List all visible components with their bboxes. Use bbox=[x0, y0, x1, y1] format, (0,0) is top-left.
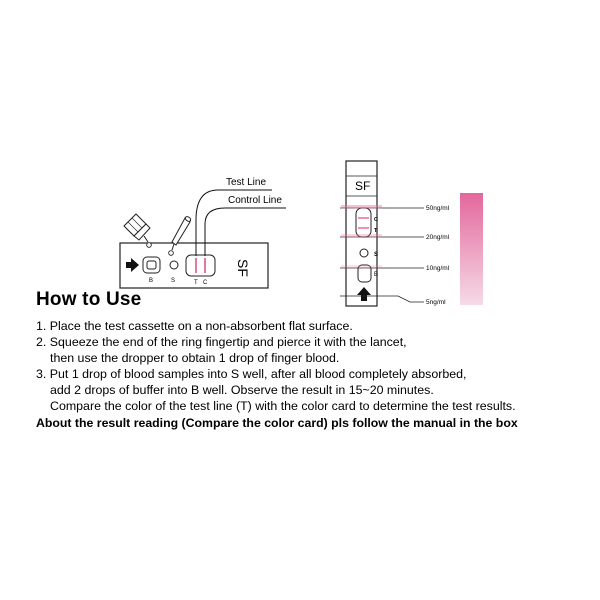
how-to-use-title: How to Use bbox=[36, 289, 142, 310]
strip-c-label: C bbox=[374, 217, 378, 223]
strip-result-window bbox=[356, 208, 371, 237]
level-label-1: 20ng/ml bbox=[426, 234, 450, 241]
buffer-well bbox=[143, 257, 160, 273]
step-3-line-1: 3. Put 1 drop of blood samples into S well, after all blood completely absorbed, bbox=[36, 367, 467, 381]
strip-t-label: T bbox=[374, 228, 378, 234]
level-label-0: 50ng/ml bbox=[426, 205, 450, 212]
color-card bbox=[460, 193, 483, 305]
line-c-label: C bbox=[203, 280, 208, 286]
dropper-bottle-icon bbox=[124, 214, 151, 247]
well-b-label: B bbox=[149, 278, 154, 284]
vertical-strip bbox=[346, 161, 378, 306]
line-t-label: T bbox=[194, 280, 198, 286]
level-label-3: 5ng/ml bbox=[426, 299, 446, 306]
control-line-label: Control Line bbox=[228, 195, 282, 206]
strip-s-label: S bbox=[374, 252, 379, 258]
instruction-steps bbox=[36, 318, 586, 414]
step-3-line-2: add 2 drops of buffer into B well. Observe the result in 15~20 minutes. bbox=[50, 383, 434, 397]
test-line-label: Test Line bbox=[226, 177, 267, 188]
step-3-line-3: Compare the color of the test line (T) with the color card to determine the test results. bbox=[50, 399, 516, 413]
step-2-line-2: then use the dropper to obtain 1 drop of finger blood. bbox=[50, 351, 340, 365]
level-label-2: 10ng/ml bbox=[426, 265, 450, 272]
level-labels bbox=[426, 205, 450, 306]
well-s-label: S bbox=[171, 278, 176, 284]
strip-sample-well bbox=[360, 249, 368, 257]
result-window bbox=[186, 255, 215, 276]
step-2-line-1: 2. Squeeze the end of the ring fingertip and pierce it with the lancet, bbox=[36, 335, 407, 349]
step-1-line: 1. Place the test cassette on a non-absorbent flat surface. bbox=[36, 319, 353, 333]
sample-well bbox=[170, 261, 178, 269]
horizontal-cassette bbox=[120, 243, 268, 288]
strip-b-label: B bbox=[374, 272, 379, 278]
result-reading-note: About the result reading (Compare the color card) pls follow the manual in the box bbox=[36, 416, 518, 430]
cassette-brand: SF bbox=[235, 259, 251, 277]
strip-brand: SF bbox=[355, 179, 371, 193]
